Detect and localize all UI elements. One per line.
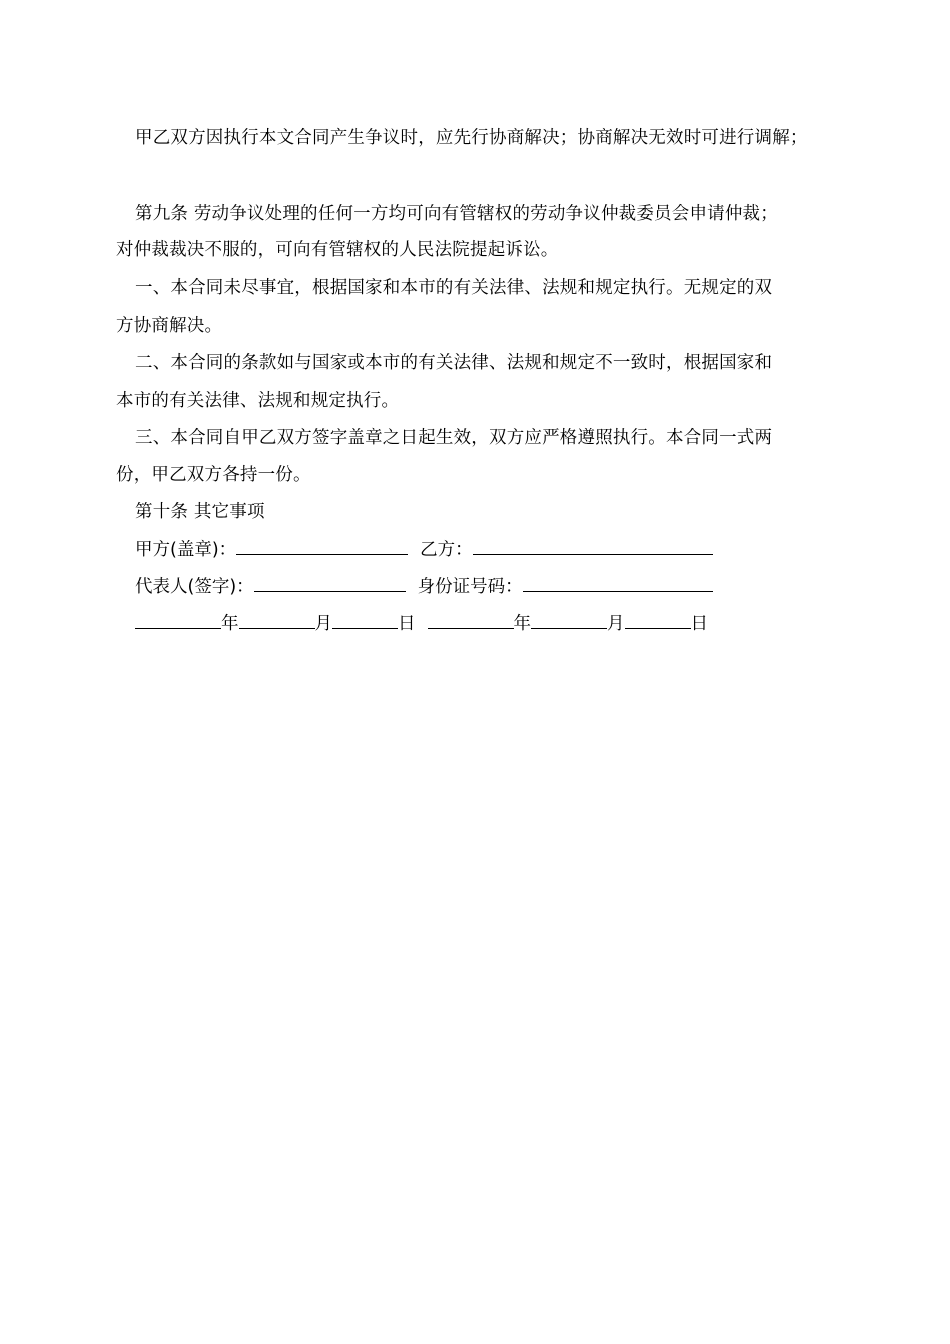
signature-row-dates bbox=[135, 613, 708, 635]
article-9-line-1: 第九条 劳动争议处理的任何一方均可向有管辖权的劳动争议仲裁委员会申请仲裁； bbox=[135, 204, 778, 224]
paragraph-dispute-negotiation: 甲乙双方因执行本文合同产生争议时，应先行协商解决；协商解决无效时可进行调解； bbox=[135, 128, 808, 148]
party-b-label: 乙方： bbox=[420, 540, 473, 560]
item-1-line-1: 一、本合同未尽事宜，根据国家和本市的有关法律、法规和规定执行。无规定的双 bbox=[135, 278, 773, 298]
party-a-month-label: 月 bbox=[314, 614, 332, 634]
party-a-month-blank[interactable] bbox=[239, 614, 315, 629]
signature-row-parties bbox=[135, 539, 713, 561]
signature-row-representative bbox=[135, 576, 713, 598]
party-b-blank[interactable] bbox=[473, 540, 713, 555]
party-b-month-blank[interactable] bbox=[531, 614, 607, 629]
item-3-line-1: 三、本合同自甲乙双方签字盖章之日起生效，双方应严格遵照执行。本合同一式两 bbox=[135, 428, 773, 448]
party-b-year-blank[interactable] bbox=[428, 614, 514, 629]
party-b-month-label: 月 bbox=[607, 614, 625, 634]
party-b-year-label: 年 bbox=[513, 614, 531, 634]
item-1-line-2: 方协商解决。 bbox=[116, 316, 223, 336]
party-b-day-label: 日 bbox=[690, 614, 708, 634]
id-number-blank[interactable] bbox=[523, 577, 713, 592]
item-2-line-2: 本市的有关法律、法规和规定执行。 bbox=[116, 391, 400, 411]
party-a-blank[interactable] bbox=[236, 540, 408, 555]
party-a-year-blank[interactable] bbox=[135, 614, 221, 629]
party-b-day-blank[interactable] bbox=[625, 614, 691, 629]
id-number-label: 身份证号码： bbox=[417, 577, 523, 597]
item-3-line-2: 份，甲乙双方各持一份。 bbox=[116, 465, 311, 485]
representative-label: 代表人(签字)： bbox=[135, 577, 254, 597]
article-9-line-2: 对仲裁裁决不服的，可向有管辖权的人民法院提起诉讼。 bbox=[116, 240, 559, 260]
party-a-year-label: 年 bbox=[221, 614, 239, 634]
party-a-day-blank[interactable] bbox=[332, 614, 398, 629]
party-a-label: 甲方(盖章)： bbox=[135, 540, 237, 560]
article-10-heading: 第十条 其它事项 bbox=[135, 502, 265, 522]
representative-blank[interactable] bbox=[254, 577, 406, 592]
party-a-day-label: 日 bbox=[398, 614, 416, 634]
item-2-line-1: 二、本合同的条款如与国家或本市的有关法律、法规和规定不一致时，根据国家和 bbox=[135, 353, 773, 373]
